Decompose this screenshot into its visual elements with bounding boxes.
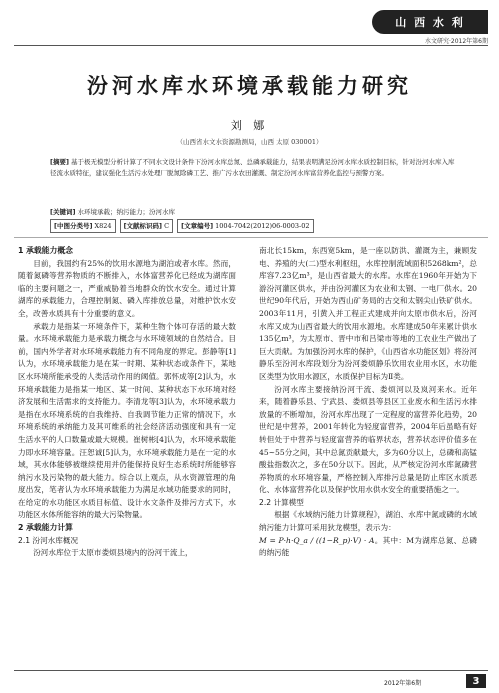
body-divider — [14, 237, 488, 238]
paragraph: 根据《水域纳污能力计算规程》，湖泊、水库中氮或磷的水域纳污能力计算可采用狄龙模型，表示为： — [259, 510, 477, 533]
clc-label: [中图分类号] — [54, 222, 93, 230]
left-column — [18, 245, 236, 560]
doc-code-value: C — [164, 222, 170, 230]
subsection-heading-2-2: 2.2 计算模型 — [259, 497, 304, 507]
article-number-cell — [177, 219, 313, 233]
author-affiliation: （山西省水文水资源勘测局，山西 太原 030001） — [176, 138, 323, 146]
article-number-value: 1004-7042(2012)06-0003-02 — [215, 222, 310, 230]
header-divider — [14, 45, 488, 46]
paragraph: 南北长15km，东西宽5km，是一座以防洪、灌溉为主，兼顾发电、养殖的大(二)型水利枢纽，水库控制流域面积5268km²，总库容7.23亿m³，是山西省最大的水库。水库在1960年开始为下游汾河灌区供水，并由汾河灌区为农业和太钢、一电厂供水。20世纪90年代后，开始为西山矿务局的古交和太钢尖山铁矿供水。2003年11月，引黄入并工程正式建成并向太原市供水后，汾河水库又成为山西省最大的饮用水源地。水库建成50年来累计供水135亿m³，为太原市、晋中市和吕梁市等地的工农业生产做出了巨大贡献。为加强汾河水库的保护，《山西省水功能区划》将汾河静乐至汾河水库段划分为汾河娄烦静乐饮用农业用水区，水功能区类型为饮用水源区，水质保护目标为Ⅱ类。 — [259, 246, 477, 381]
author-name: 刘 娜 — [230, 119, 269, 132]
paper-title: 汾河水库水环境承载能力研究 — [87, 74, 412, 98]
abstract-label: [摘要] — [50, 158, 69, 166]
formula-tail: 。其中：M为湖库总氮、总磷的纳污能 — [259, 535, 478, 558]
paragraph: 目前，我国约有25%的饮用水源地为湖泊或者水库。然而，随着氮磷等营养物质的不断排入，水体富营养化已经成为湖库面临的主要问题之一，严重威胁着当地群众的饮水安全。通过计算湖库的承载能力，合理控制氮、磷入库排放总量，对维护饮水安全，改善水质具有十分重要的意义。 — [18, 258, 236, 318]
clc-value: X824 — [94, 222, 112, 230]
classification-line — [50, 219, 460, 233]
footer-issue-date: 2012年第6期 — [384, 680, 422, 687]
doc-code-label: [文献标识码] — [123, 222, 163, 230]
journal-name-banner: 山 西 水 利 — [372, 10, 488, 34]
abstract-text: 基于极无模型分析计算了不同水文设计条件下汾河水库总氮、总磷承载能力，结果表明满足汾河水库水质控制目标，针对汾河水库入库径流水质特征，建议强化生活污水处理厂脱氮除磷工艺、推广污水农田灌溉、制定汾河水库富营养化监控与预警方案。 — [50, 158, 455, 177]
paragraph: 承载力是指某一环境条件下，某种生物个体可存活的最大数量。水环境承载能力是承载力概念与水环境领域的自然结合。目前，国内外学者对水环境承载能力有不同角度的界定。彭静等[1]认为，水环境承载能力是在某一时期、某种状态或条件下，某地区水环境所能承受的人类活动作用的阈值。郭怀成等[2]认为，水环境承载能力是指某一地区、某一时间、某种状态下水环境对经济发展和生活需求的支持能力。李清龙等[3]认为，水环境承载力是指在水环境系统的自我维持、自我调节能力正常的情况下，水环境系统的承纳能力及其可维系的社会经济活动强度和具有一定生活水平的人口数量或最大规模。崔树彬[4]认为，水环境承载能力即水环境容量。汪恕诚[5]认为，水环境承载能力是在一定的水域，其水体能够被继续使用并仍能保持良好生态系统时所能够容纳污水及污染物的最大能力。综合以上观点，从水资源管理的角度出发，笔者认为水环境承载能力为满足水域功能要求的同时，在给定的水功能区水质目标值、设计水文条件及排污方式下，水功能区水体所能容纳的最大污染物量。 — [18, 321, 236, 520]
formula-lhs: M — [259, 535, 267, 545]
section-heading-2: 2 承载能力计算 — [18, 523, 73, 533]
paragraph: 汾河水库位于太原市娄烦县境内的汾河干流上， — [33, 548, 193, 558]
doc-code-cell — [120, 219, 174, 233]
subsection-heading-2-1: 2.1 汾河水库概况 — [18, 535, 79, 545]
right-column — [259, 245, 477, 560]
abstract — [50, 157, 455, 179]
section-heading-1: 1 承载能力概念 — [18, 246, 73, 255]
formula-line — [259, 535, 477, 560]
clc-cell — [50, 219, 116, 233]
issue-line: 水文研究·2012年第6期 — [425, 38, 488, 45]
keywords — [50, 207, 455, 216]
paragraph: 汾河水库主要接纳汾河干流、娄烦河以及岚河来水。近年来，随着静乐县、宁武县、娄烦县等县区工业废水和生活污水排放量的不断增加，汾河水库出现了一定程度的富营养化趋势，20世纪是中营养，2001年转化为轻度富营养，2004年后虽略有好转但处于中营养与轻度富营养的临界状态，营养状态评价值多在45~55分之间，其中总氮贡献最大，多为60分以上，总磷和高锰酸盐指数次之，多在50分以下。因此，从严核定汾河水库氮磷营养物质的水环境容量，严格控制入库排污总量是防止库区水质恶化、水体富营养化以及保护饮用水供水安全的重要措施之一。 — [259, 384, 477, 495]
footer-divider — [14, 670, 488, 671]
formula-expression: = P·h·Q_a / ((1−R_p)·V) · A — [266, 535, 375, 545]
keywords-text: 水环境承载；纳污能力；汾河水库 — [77, 208, 176, 216]
article-number-label: [文章编号] — [181, 222, 214, 230]
page-number: 3 — [466, 674, 486, 688]
keywords-label: [关键词] — [50, 208, 76, 216]
